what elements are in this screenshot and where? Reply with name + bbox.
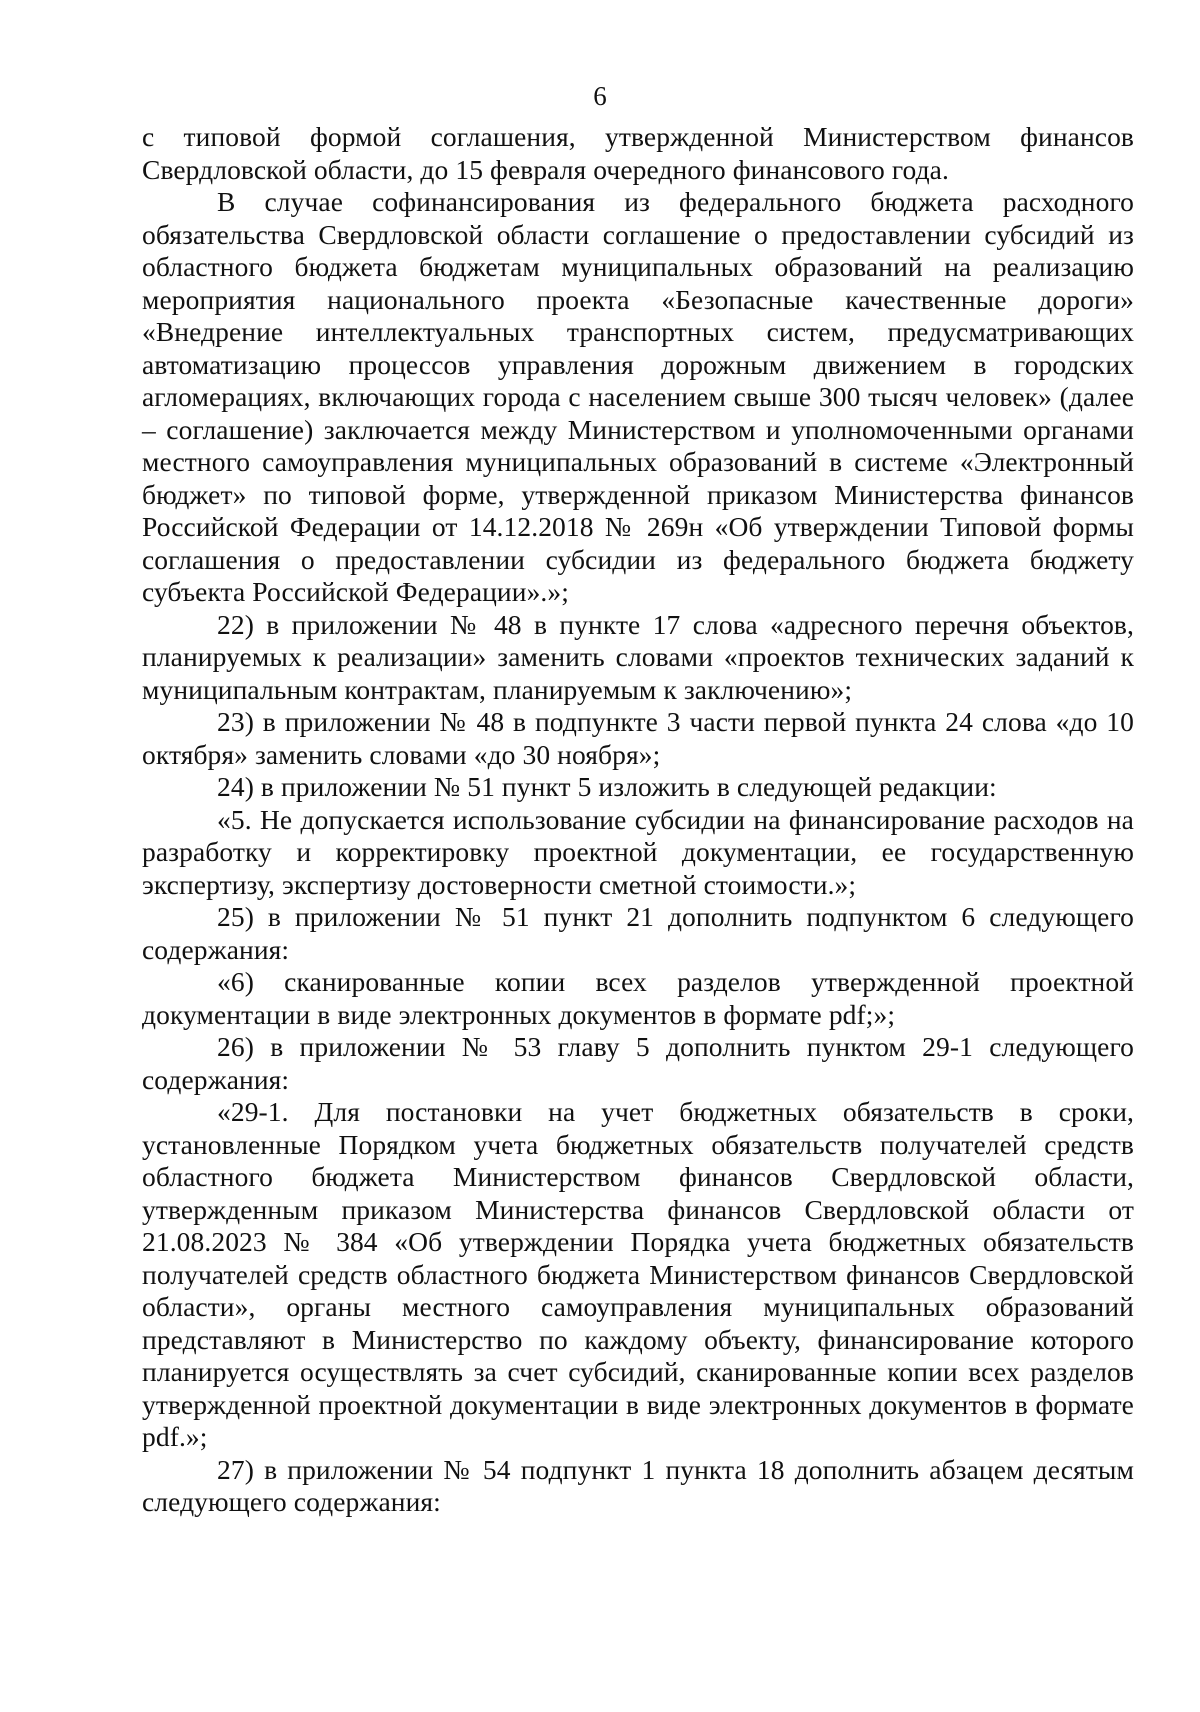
paragraph-item-24: 24) в приложении № 51 пункт 5 изложить в следующей редакции: — [217, 771, 997, 802]
paragraph-item-25: 25) в приложении № 51 пункт 21 дополнить подпунктом 6 следующего содержания: — [142, 901, 1134, 965]
paragraph-cofinancing: В случае софинансирования из федерального бюджета расходного обязательства Свердловской области соглашение о предоставлении субсидий из областного бюджета бюджетам муниципальных образований на реализацию мероприятия национального проекта «Безопасные качественные дороги» «Внедрение интеллектуальных транспортных систем, предусматривающих автоматизацию процессов управления дорожным движением в городских агломерациях, включающих города с населением свыше 300 тысяч человек» (далее – соглашение) заключается между Министерством и уполномоченными органами местного самоуправления муниципальных образований в системе «Электронный бюджет» по типовой форме, утвержденной приказом Министерства финансов Российской Федерации от 14.12.2018 № 269н «Об утверждении Типовой формы соглашения о предоставлении субсидии из федерального бюджета бюджету субъекта Российской Федерации».»; — [142, 186, 1134, 607]
paragraph-item-22: 22) в приложении № 48 в пункте 17 слова «адресного перечня объектов, планируемых к реализации» заменить словами «проектов технических заданий к муниципальным контрактам, планируемым к заключению»; — [142, 608, 1134, 705]
document-body — [142, 121, 1134, 1519]
paragraph-item-23: 23) в приложении № 48 в подпункте 3 части первой пункта 24 слова «до 10 октября» заменить словами «до 30 ноября»; — [142, 706, 1134, 770]
paragraph-item-26: 26) в приложении № 53 главу 5 дополнить пунктом 29-1 следующего содержания: — [142, 1031, 1134, 1095]
paragraph-item-26-text: «29-1. Для постановки на учет бюджетных обязательств в сроки, установленные Порядком учета бюджетных обязательств получателей средств областного бюджета Министерством финансов Свердловской области, утвержденным приказом Министерства финансов Свердловской области от 21.08.2023 № 384 «Об утверждении Порядка учета бюджетных обязательств получателей средств областного бюджета Министерством финансов Свердловской области», органы местного самоуправления муниципальных образований представляют в Министерство по каждому объекту, финансирование которого планируется осуществлять за счет субсидий, сканированные копии всех разделов утвержденной проектной документации в виде электронных документов в формате pdf.»; — [142, 1096, 1134, 1452]
paragraph-item-27: 27) в приложении № 54 подпункт 1 пункта 18 дополнить абзацем десятым следующего содержания: — [142, 1453, 1134, 1517]
page-number: 6 — [593, 81, 607, 111]
paragraph-continuation: с типовой формой соглашения, утвержденной Министерством финансов Свердловской области, до 15 февраля очередного финансового года. — [142, 121, 1134, 185]
paragraph-item-25-text: «6) сканированные копии всех разделов утвержденной проектной документации в виде электронных документов в формате pdf;»; — [142, 966, 1134, 1030]
paragraph-item-24-text: «5. Не допускается использование субсидии на финансирование расходов на разработку и корректировку проектной документации, ее государственную экспертизу, экспертизу достоверности сметной стоимости.»; — [142, 803, 1134, 900]
